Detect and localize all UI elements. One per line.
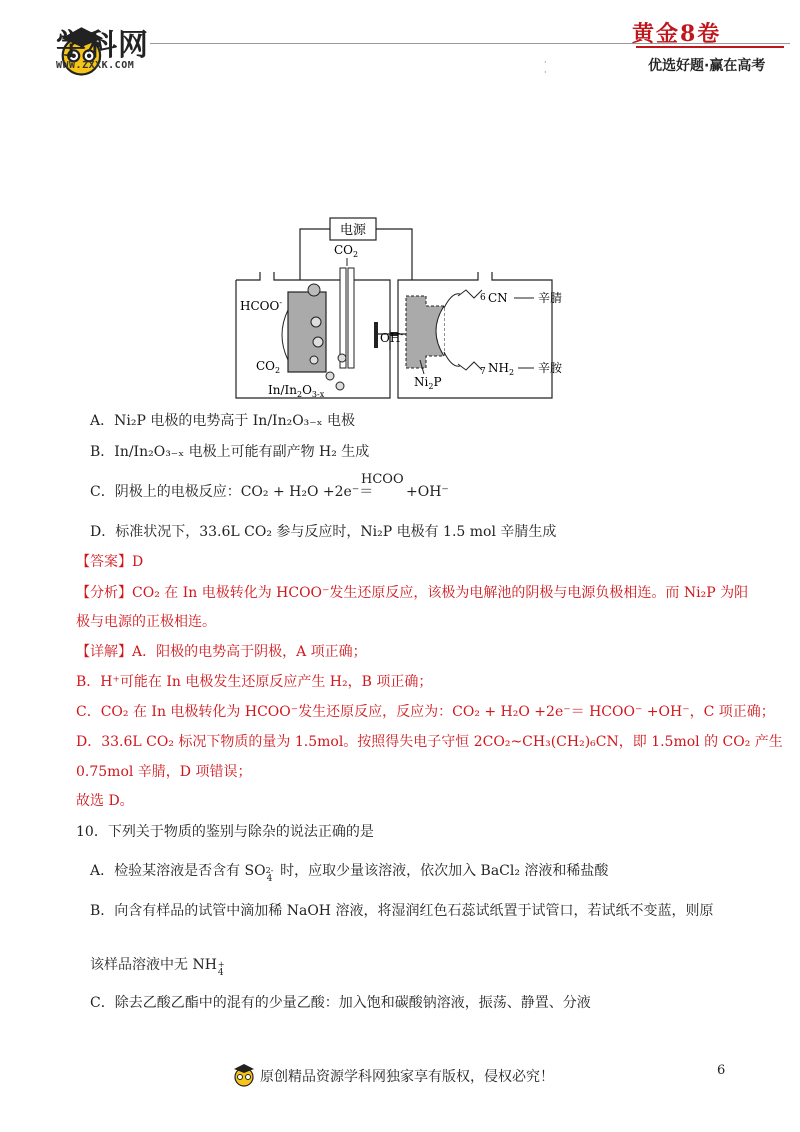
q10-option-b-line-1: B．向含有样品的试管中滴加稀 NaOH 溶液，将湿润红色石蕊试纸置于试管口，若试纸不变蓝，则原 (90, 903, 714, 919)
detail-line-4: D．33.6L CO₂ 标况下物质的量为 1.5mol。按照得失电子守恒 2CO₂~CH₃(CH₂)₆CN，即 1.5mol 的 CO₂ 产生 (76, 734, 783, 750)
in-electrode (288, 292, 326, 372)
q10-option-c: C．除去乙酸乙酯中的混有的少量乙酸：加入饱和碳酸钠溶液，振荡、静置、分液 (90, 995, 591, 1011)
hcoo-label: HCOO- (240, 298, 283, 313)
logo-text: 学科网 (56, 28, 149, 63)
q9-option-b: B．In/In₂O₃₋ₓ 电极上可能有副产物 H₂ 生成 (90, 444, 370, 460)
oh-label: OH- (380, 330, 404, 345)
q9-option-a: A．Ni₂P 电极的电势高于 In/In₂O₃₋ₓ 电极 (90, 413, 356, 429)
detail-line-2: B．H⁺可能在 In 电极发生还原反应产生 H₂，B 项正确； (76, 674, 433, 690)
footer-mascot-icon (232, 1062, 258, 1088)
q10-stem: 10．下列关于物质的鉴别与除杂的说法正确的是 (76, 824, 374, 840)
footer-copyright: 原创精品资源学科网独家享有版权，侵权必究！ (260, 1069, 554, 1085)
q9-option-d: D．标准状况下，33.6L CO₂ 参与反应时，Ni₂P 电极有 1.5 mol 辛腈生成 (90, 524, 557, 540)
electrolysis-diagram (230, 210, 580, 405)
product-amine: 辛胺 (538, 361, 563, 375)
nh2-label: $NH_2$ (488, 361, 515, 377)
q10-option-b-line-2: 该样品溶液中无 NH + 4 (90, 957, 225, 978)
detail-line-1: 【详解】A．阳极的电势高于阴极，A 项正确； (76, 644, 367, 660)
answer-line: 【答案】D (76, 554, 144, 570)
q10-option-a: A．检验某溶液是否含有 SO 2- 4 时，应取少量该溶液，依次加入 BaCl₂ 溶液和稀盐酸 (90, 863, 609, 884)
page-number: 6 (717, 1063, 726, 1078)
in-electrode-label: $In/In_2O_{3-x}$ (268, 383, 325, 399)
co2-inlet-label: $CO_2$ (334, 243, 359, 259)
brand-subtitle: 优选好题·赢在高考 (648, 58, 766, 74)
detail-line-5: 0.75mol 辛腈，D 项错误； (76, 764, 252, 780)
ni2p-label: $Ni_2P$ (414, 375, 442, 391)
cn-label: CN (488, 291, 508, 305)
q9-option-c-oh: +OH⁻ (406, 484, 449, 500)
chain-subscript-7: 7 (480, 367, 486, 377)
chain-subscript-6: 6 (480, 293, 486, 303)
q9-option-c: C．阴极上的电极反应：CO₂ + H₂O +2e⁻＝ (90, 484, 374, 500)
dot-marks: · · (544, 58, 547, 77)
brand-title: 黄金8卷 (632, 21, 722, 47)
logo-url: WWW.ZXXK.COM (56, 60, 135, 71)
product-nitrile: 辛腈 (538, 291, 563, 305)
membrane (374, 322, 378, 348)
detail-line-3: C．CO₂ 在 In 电极转化为 HCOO⁻发生还原反应，反应为：CO₂ + H₂O +2e⁻＝ HCOO⁻ +OH⁻，C 项正确； (76, 704, 775, 720)
q9-option-c-hcoo: HCOO (361, 472, 404, 487)
detail-line-6: 故选 D。 (76, 793, 134, 809)
analysis-line-2: 极与电源的正极相连。 (76, 614, 216, 630)
analysis-line-1: 【分析】CO₂ 在 In 电极转化为 HCOO⁻发生还原反应，该极为电解池的阴极与电源负极相连。而 Ni₂P 为阳 (76, 585, 749, 601)
co2-left-label: $CO_2$ (256, 359, 281, 375)
brand-underline (636, 46, 784, 48)
power-source-label: 电源 (339, 223, 367, 238)
